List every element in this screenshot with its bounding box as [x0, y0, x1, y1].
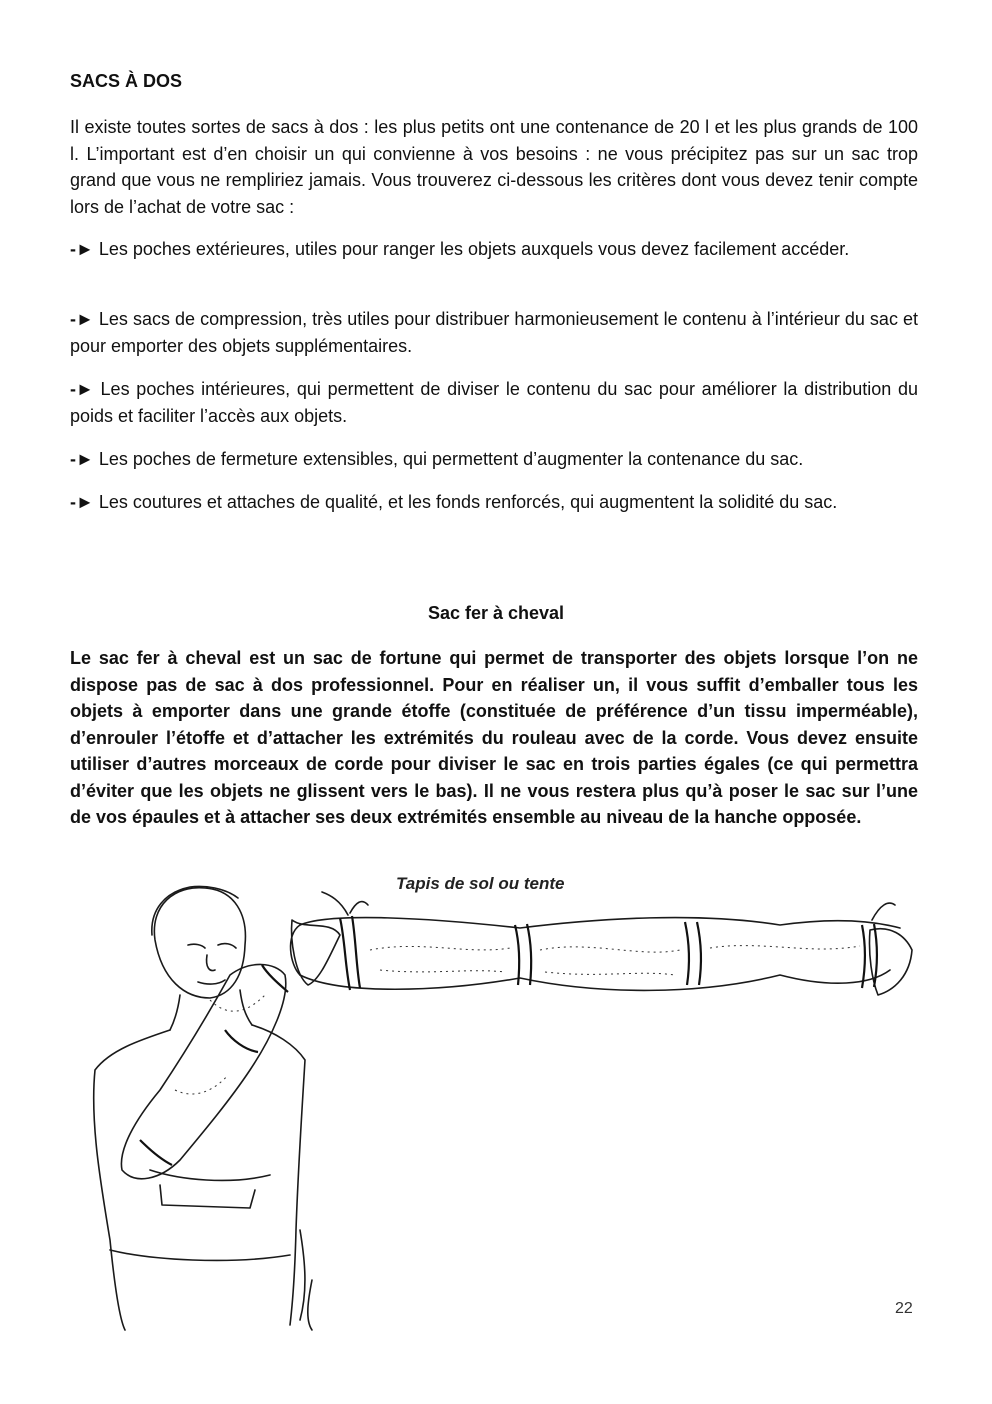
- bullet-text: Les poches intérieures, qui permettent de diviser le contenu du sac pour améliorer la distribution du poids et faciliter l’accès aux objets.: [70, 379, 918, 426]
- bullet-arrow-icon: -►: [70, 492, 94, 512]
- bullet-text: Les poches de fermeture extensibles, qui permettent d’augmenter la contenance du sac.: [98, 449, 804, 469]
- subsection-paragraph: Le sac fer à cheval est un sac de fortune qui permet de transporter des objets lorsque l’on ne dispose pas de sac à dos professionnel. Pour en réaliser un, il vous suffit d’emballer tous les objets à emporter dans une grande étoffe (constituée de préférence d’un tissu imperméable), d’enrouler l’étoffe et d’attacher les extrémités du rouleau avec de la corde. Vous devez ensuite utiliser d’autres morceaux de corde pour diviser le sac en trois parties égales (ce qui permettra d’éviter que les objets ne glissent vers le bas). Il ne vous restera plus qu’à poser le sac sur l’une de vos épaules et à attacher ses deux extrémités ensemble au niveau de la hanche opposée.: [70, 648, 918, 827]
- page-number: 22: [895, 1300, 913, 1317]
- rolled-tarp-drawing: [291, 892, 912, 995]
- person-carrying-pack-drawing: [94, 886, 312, 1330]
- bullet-arrow-icon: -►: [70, 309, 94, 329]
- bullet-arrow-icon: -►: [70, 449, 94, 469]
- subsection-title: Sac fer à cheval: [427, 603, 565, 623]
- section-title: SACS À DOS: [70, 71, 183, 91]
- bullet-text: Les coutures et attaches de qualité, et les fonds renforcés, qui augmentent la solidité du sac.: [98, 492, 838, 512]
- bullet-text: Les sacs de compression, très utiles pour distribuer harmonieusement le contenu à l’intérieur du sac et pour emporter des objets supplémentaires.: [70, 309, 918, 356]
- intro-paragraph: Il existe toutes sortes de sacs à dos : les plus petits ont une contenance de 20 l et les plus grands de 100 l. L’important est d’en choisir un qui convienne à vos besoins : ne vous précipitez pas sur un sac trop grand que vous ne rempliriez jamais. Vous trouverez ci-dessous les critères dont vous devez tenir compte lors de l’achat de votre sac :: [70, 117, 918, 217]
- illustration-caption: Tapis de sol ou tente: [396, 874, 565, 893]
- bullet-text: Les poches extérieures, utiles pour ranger les objets auxquels vous devez facilement accéder.: [98, 239, 850, 259]
- bullet-arrow-icon: -►: [70, 379, 94, 399]
- bullet-arrow-icon: -►: [70, 239, 94, 259]
